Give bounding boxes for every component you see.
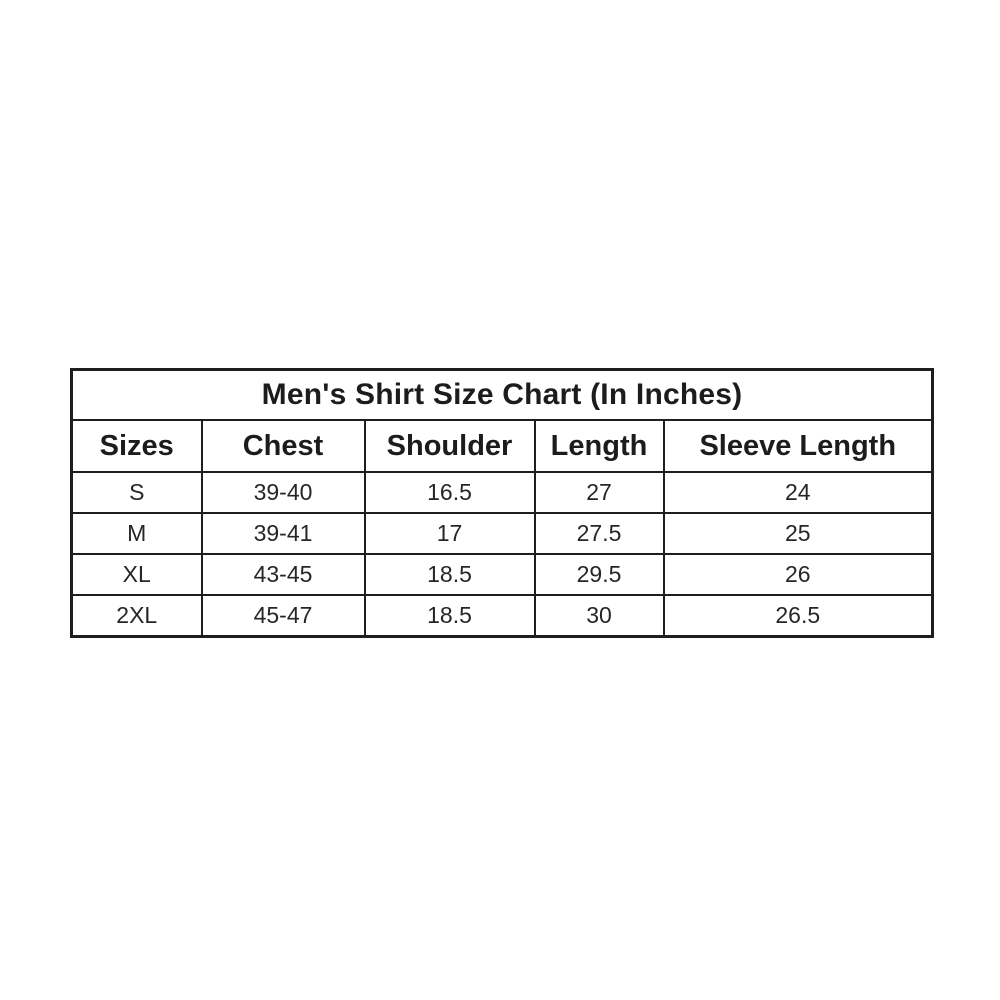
- table-row-s: [72, 472, 933, 513]
- cell-size: M: [72, 513, 202, 554]
- cell-chest: 39-40: [202, 472, 365, 513]
- cell-shoulder: 18.5: [365, 554, 535, 595]
- table-title: Men's Shirt Size Chart (In Inches): [72, 370, 933, 421]
- column-header-sizes: Sizes: [72, 420, 202, 472]
- cell-chest: 45-47: [202, 595, 365, 637]
- column-header-length: Length: [535, 420, 664, 472]
- header-row: [72, 420, 933, 472]
- cell-sleeve-length: 25: [664, 513, 933, 554]
- cell-chest: 39-41: [202, 513, 365, 554]
- cell-size: S: [72, 472, 202, 513]
- table-row-2xl: [72, 595, 933, 637]
- cell-sleeve-length: 26: [664, 554, 933, 595]
- cell-shoulder: 18.5: [365, 595, 535, 637]
- cell-length: 27.5: [535, 513, 664, 554]
- cell-shoulder: 17: [365, 513, 535, 554]
- cell-chest: 43-45: [202, 554, 365, 595]
- column-header-shoulder: Shoulder: [365, 420, 535, 472]
- cell-size: 2XL: [72, 595, 202, 637]
- size-chart-table: [70, 368, 934, 638]
- cell-length: 27: [535, 472, 664, 513]
- cell-length: 30: [535, 595, 664, 637]
- cell-shoulder: 16.5: [365, 472, 535, 513]
- column-header-sleeve-length: Sleeve Length: [664, 420, 933, 472]
- title-row: [72, 370, 933, 421]
- table-row-xl: [72, 554, 933, 595]
- cell-length: 29.5: [535, 554, 664, 595]
- cell-sleeve-length: 26.5: [664, 595, 933, 637]
- cell-size: XL: [72, 554, 202, 595]
- cell-sleeve-length: 24: [664, 472, 933, 513]
- table-row-m: [72, 513, 933, 554]
- column-header-chest: Chest: [202, 420, 365, 472]
